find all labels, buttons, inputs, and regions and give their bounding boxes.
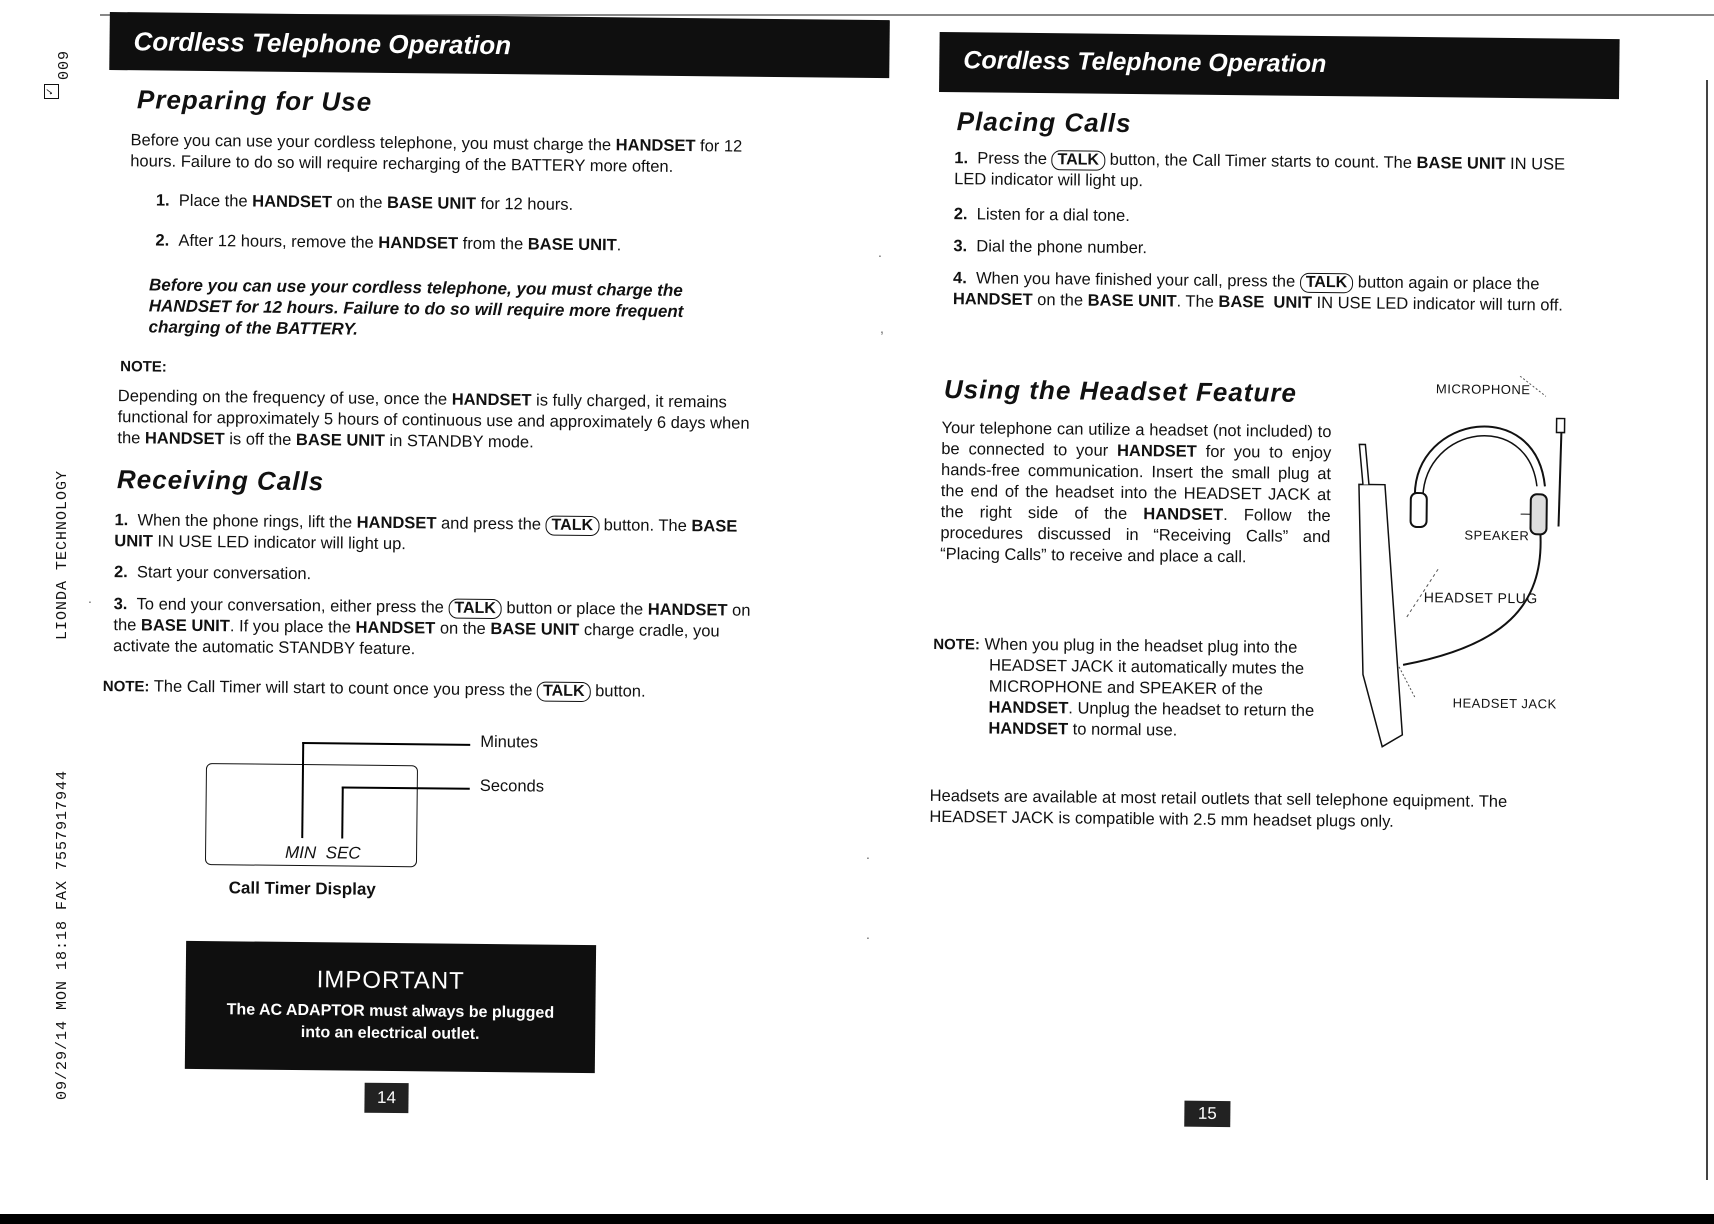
right-page-number: 15 [1184,1101,1230,1127]
step-text: on the [113,601,751,635]
label-speaker: SPEAKER [1464,527,1530,544]
headset-jack-leader [1399,667,1415,697]
step-handset: HANDSET [252,192,333,212]
note-text: is off the [224,430,297,449]
note-text: The Call Timer will start to count once you press the [149,677,538,700]
important-box [185,941,596,1073]
note-label: NOTE: [933,635,981,654]
body-text: for you to enjoy hands-free communication. Insert the small plug at the end of the headset into the HEADSET JACK at the right side of the [940,442,1332,524]
headset-body [940,418,1332,569]
step-text: button, the Call Timer starts to count. The [1104,150,1417,172]
receiving-note [103,676,783,704]
note-text: Depending on the frequency of use, once the [117,387,452,409]
step-handset: HANDSET [356,513,437,533]
preparing-intro-b: for 12 hours. Failure to do so will require recharging of the BATTERY more often. [130,137,743,176]
minutes-label: Minutes [480,732,539,752]
step-base: BASE UNIT [1218,292,1313,312]
talk-button-label: TALK [545,516,599,537]
label-headset-plug: HEADSET PLUG [1423,589,1538,607]
note-text: button. [590,682,646,701]
preparing-step-2 [155,230,775,257]
headset-illustration [1342,374,1616,777]
step-text: and press the [436,514,546,534]
placing-step-1 [954,148,1594,197]
step-text: . If you place the [229,617,356,637]
preparing-note [117,386,768,456]
step-text: for 12 hours. [475,194,574,214]
note-label: NOTE: [102,677,150,696]
body-handset: HANDSET [1116,441,1197,461]
body-text: . Follow the procedures discussed in “Receiving Calls” and “Placing Calls” to receive and place a call. [940,505,1331,567]
note-base: BASE UNIT [295,430,385,450]
minutes-leader-horizontal [302,742,470,745]
speaker-cup [1530,494,1546,534]
step-text: button or place the [501,599,648,619]
label-microphone: MICROPHONE [1435,381,1531,398]
step-base: BASE UNIT [527,235,617,255]
step-number: 2. [113,563,128,582]
headset-title: Using the Headset Feature [943,374,1298,408]
step-text: IN USE LED indicator will turn off. [1311,293,1564,315]
left-page-number: 14 [364,1083,408,1113]
scan-dot: . [866,846,870,862]
receiving-step-3 [113,594,774,664]
label-headset-jack: HEADSET JACK [1452,695,1557,712]
step-handset: HANDSET [952,290,1033,309]
right-header: Cordless Telephone Operation [939,32,1620,99]
step-text: charge cradle, you activate the automatic STANDBY feature. [113,620,720,659]
right-page [928,0,1620,1127]
scan-dot: . [866,926,870,942]
talk-button-label: TALK [1300,273,1354,294]
step-base: BASE UNIT [386,193,477,213]
step-text: button. The [598,516,692,536]
step-text: After 12 hours, remove the [178,231,379,252]
step-number: 3. [113,595,128,614]
scan-dot: . [88,590,92,606]
step-number: 1. [954,149,969,168]
bottom-rule [0,1214,1714,1224]
left-header: Cordless Telephone Operation [109,12,890,78]
preparing-intro [130,130,790,179]
preparing-note-label: NOTE: [120,358,167,376]
preparing-intro-a: Before you can use your cordless telephone, you must charge the [130,131,616,155]
headset-closing: Headsets are available at most retail outlets that sell telephone equipment. The HEADSET JACK is compatible with 2.5 mm headset plugs only. [929,786,1508,831]
handset-outline [1356,484,1405,746]
seconds-label: Seconds [479,776,545,796]
preparing-warning: Before you can use your cordless telephone, you must charge the HANDSET for 12 hours. Failure to do so will require more frequent charging of the BATTERY. [148,275,684,339]
note-text: is fully charged, it remains functional for approximately 5 hours of continuous use and approximately 6 days when the [117,391,750,448]
call-timer-diagram [200,732,602,921]
step-handset: HANDSET [647,600,728,620]
step-text: Press the [977,149,1052,169]
step-handset: HANDSET [378,233,459,253]
placing-step-2 [954,204,1554,231]
fax-box-number: 009 [56,49,73,80]
receiving-step-1 [114,510,774,559]
step-handset: HANDSET [355,618,436,638]
note-handset: HANDSET [144,429,225,449]
note-text: When you plug in the headset plug into the HEADSET JACK it automatically mutes the MICROPHONE and SPEAKER of the [979,635,1305,699]
timer-caption: Call Timer Display [228,878,376,899]
step-text: When you have finished your call, press the [975,269,1300,291]
note-handset: HANDSET [988,719,1069,739]
step-number: 1. [114,511,129,530]
step-text: Start your conversation. [136,563,312,584]
placing-step-4 [953,268,1593,317]
step-number: 3. [953,237,968,256]
step-text: To end your conversation, either press the [136,595,449,617]
headset-note [932,634,1333,743]
fax-box-icon: ✓ [44,84,59,99]
fax-stamp: 09/29/14 MON 18:18 FAX 7557917944 [54,769,71,1100]
right-edge-line [1706,80,1708,1180]
step-text: on the [435,619,491,639]
step-text: IN USE LED indicator will light up. [152,532,407,554]
note-handset: HANDSET [988,698,1069,718]
step-base: BASE UNIT [114,517,738,551]
important-line-2: into an electrical outlet. [300,1024,480,1043]
timer-display-text: MIN SEC [284,842,361,863]
important-title: IMPORTANT [316,966,465,995]
scan-dot: , [880,320,884,336]
step-text: on the [331,193,388,212]
step-base: BASE UNIT [1087,291,1177,311]
step-text: on the [1032,290,1088,310]
fax-header [36,40,76,1110]
talk-button-label: TALK [448,599,502,620]
step-number: 2. [953,205,968,224]
step-text: Listen for a dial tone. [976,205,1130,225]
preparing-step-1 [156,190,776,217]
important-line-1: The AC ADAPTOR must always be plugged [226,1001,555,1022]
step-base: BASE UNIT [1416,153,1506,173]
note-text: . Unplug the headset to return the [1068,699,1315,720]
mic-tip [1557,418,1565,432]
mic-boom [1559,427,1562,527]
step-text: Place the [178,191,253,211]
step-text: button again or place the [1353,273,1540,294]
placing-title: Placing Calls [956,106,1132,139]
talk-button-label: TALK [1051,150,1105,171]
step-text: from the [458,234,528,254]
step-text: IN USE LED indicator will light up. [954,154,1566,191]
note-text: to normal use. [1068,720,1178,740]
receiving-title: Receiving Calls [116,464,325,497]
receiving-step-2 [114,562,714,589]
note-text: in STANDBY mode. [384,431,534,452]
ear-cup-left [1411,493,1427,527]
scan-dot: . [878,244,882,260]
step-base: BASE UNIT [140,616,230,636]
handset-antenna [1359,444,1369,484]
step-number: 1. [155,191,170,210]
body-text: Your telephone can utilize a headset (not included) to be connected to your [941,419,1332,460]
step-text: When the phone rings, lift the [137,511,357,532]
step-text: . [616,236,622,255]
step-base: BASE UNIT [490,620,580,639]
fax-company: LIONDA TECHNOLOGY [54,469,71,640]
body-handset: HANDSET [1143,505,1224,524]
preparing-title: Preparing for Use [136,84,373,117]
placing-step-3 [953,236,1553,263]
step-number: 2. [155,231,170,250]
left-page [98,0,890,1128]
talk-button-label: TALK [537,682,591,703]
headband-inner [1423,435,1538,498]
step-text: Dial the phone number. [976,237,1148,258]
step-number: 4. [952,269,967,288]
step-text: . The [1176,292,1219,311]
preparing-intro-handset: HANDSET [615,136,696,156]
note-handset: HANDSET [451,390,532,410]
